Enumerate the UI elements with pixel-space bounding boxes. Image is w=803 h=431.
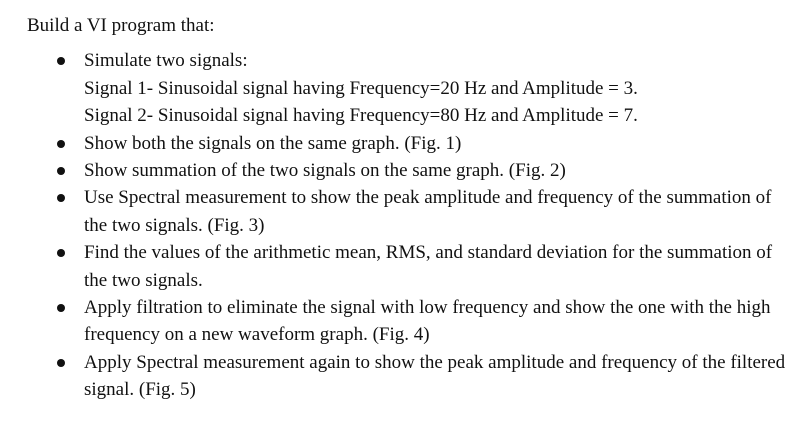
list-item [27, 157, 787, 184]
item-text: Apply Spectral measurement again to show the peak amplitude and frequency of the filtered signal. (Fig. 5) [84, 351, 786, 401]
signal-1-line: Signal 1- Sinusoidal signal having Frequency=20 Hz and Amplitude = 3. [84, 77, 638, 99]
item-text: Show summation of the two signals on the same graph. (Fig. 2) [84, 160, 566, 182]
bullet-icon [57, 194, 65, 202]
bullet-icon [57, 140, 65, 148]
list-item [27, 184, 787, 239]
list-item [27, 130, 787, 157]
document [27, 12, 787, 404]
heading: Build a VI program that: [27, 15, 215, 36]
bullet-icon [57, 359, 65, 367]
item-text: Find the values of the arithmetic mean, RMS, and standard deviation for the summation of the two signals. [84, 242, 773, 291]
item-text: Simulate two signals: [84, 50, 248, 72]
item-text: Use Spectral measurement to show the peak amplitude and frequency of the summation of the two signals. (Fig. 3) [84, 187, 772, 236]
signal-2-line: Signal 2- Sinusoidal signal having Frequency=80 Hz and Amplitude = 7. [84, 105, 638, 127]
list-item [27, 294, 787, 349]
list-item [27, 239, 787, 294]
item-text: Apply filtration to eliminate the signal with low frequency and show the one with the high frequency on a new waveform graph. (Fig. 4) [84, 297, 771, 346]
bullet-icon [57, 57, 65, 65]
list-item [27, 47, 787, 129]
bullet-icon [57, 304, 65, 312]
bullet-icon [57, 249, 65, 257]
task-list [27, 47, 787, 403]
bullet-icon [57, 167, 65, 175]
item-text: Show both the signals on the same graph. (Fig. 1) [84, 132, 462, 154]
list-item [27, 349, 787, 404]
